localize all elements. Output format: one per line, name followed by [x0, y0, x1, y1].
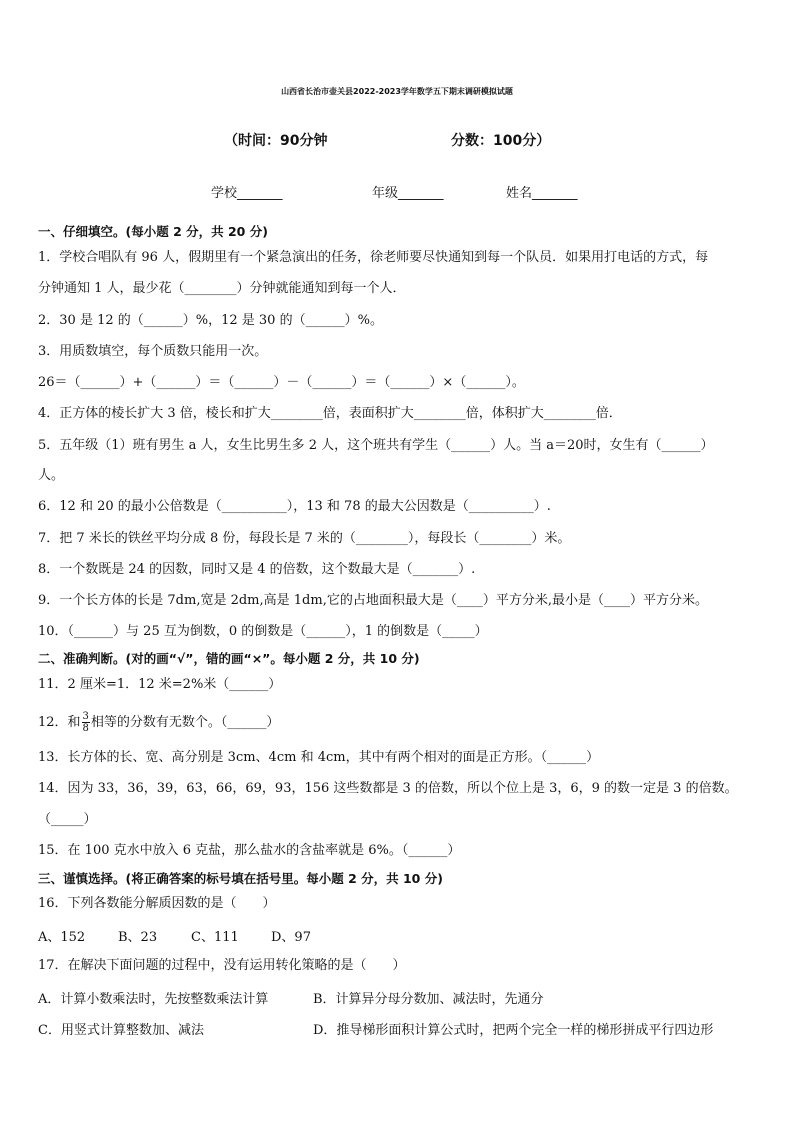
question-12-suffix: 相等的分数有无数个。（______）: [90, 715, 280, 730]
question-14-line-1: 14．因为 33，36，39，63，66，69，93，156 这些数都是 3 的倍数，所以个位上是 3，6，9 的数一定是 3 的倍数。: [38, 781, 738, 796]
question-3-equation: 26＝（______）+（______）＝（______）－（______）＝（______）×（______）。: [38, 375, 525, 390]
question-17: 17．在解决下面问题的过程中，没有运用转化策略的是（ ）: [38, 958, 406, 973]
question-12-prefix: 12．和: [38, 715, 81, 730]
question-17-option-c: C．用竖式计算整数加、减法: [38, 1023, 204, 1038]
school-field[interactable]: 学校_______: [211, 186, 283, 201]
name-field[interactable]: 姓名_______: [506, 186, 578, 201]
question-12: [38, 711, 758, 734]
question-16-option-b: B、23: [118, 930, 158, 945]
question-16-option-c: C、111: [191, 930, 239, 945]
question-1-line-1: 1．学校合唱队有 96 人，假期里有一个紧急演出的任务，徐老师要尽快通知到每一个队员．如果用打电话的方式，每: [38, 250, 709, 265]
question-16-option-d: D、97: [271, 930, 311, 945]
question-4: 4．正方体的棱长扩大 3 倍，棱长和扩大________倍，表面积扩大________倍，体积扩大________倍．: [38, 406, 622, 421]
question-6: 6．12 和 20 的最小公倍数是（__________），13 和 78 的最大公因数是（__________）.: [38, 499, 551, 514]
fraction-3-8: [82, 711, 90, 734]
question-17-option-d: D．推导梯形面积计算公式时，把两个完全一样的梯形拼成平行四边形: [313, 1023, 714, 1038]
question-9: 9．一个长方体的长是 7dm,宽是 2dm,高是 1dm,它的占地面积最大是（____）平方分米,最小是（____）平方分米。: [38, 593, 708, 608]
question-17-option-a: A．计算小数乘法时，先按整数乘法计算: [38, 992, 269, 1007]
question-8: 8．一个数既是 24 的因数，同时又是 4 的倍数，这个数最大是（_______）.: [38, 562, 476, 577]
section-2-heading: 二、准确判断。(对的画“√”，错的画“×”。每小题 2 分，共 10 分): [38, 651, 420, 666]
grade-field[interactable]: 年级_______: [372, 186, 444, 201]
question-1-line-2: 分钟通知 1 人，最少花（________）分钟就能通知到每一个人．: [38, 281, 406, 296]
question-16: 16．下列各数能分解质因数的是（ ）: [38, 896, 276, 911]
fraction-denominator: 8: [82, 723, 89, 734]
question-2: 2．30 是 12 的（______）%，12 是 30 的（______）%。: [38, 313, 383, 328]
section-1-heading: 一、仔细填空。(每小题 2 分，共 20 分): [38, 224, 268, 239]
question-5-line-2: 人。: [38, 468, 65, 483]
question-13: 13．长方体的长、宽、高分别是 3cm、4cm 和 4cm，其中有两个相对的面是正方形。（______）: [38, 750, 600, 765]
question-7: 7．把 7 米长的铁丝平均分成 8 份，每段长是 7 米的（________），每段长（________）米。: [38, 531, 571, 546]
question-17-option-b: B．计算异分母分数加、减法时，先通分: [313, 992, 544, 1007]
section-3-heading: 三、谨慎选择。(将正确答案的标号填在括号里。每小题 2 分，共 10 分): [38, 871, 443, 886]
question-10: 10．（______）与 25 互为倒数，0 的倒数是（______），1 的倒数是（_____）: [38, 624, 488, 639]
question-16-option-a: A、152: [38, 930, 86, 945]
exam-score: 分数：100分）: [451, 133, 551, 149]
question-11: 11．2 厘米=1．12 米=2%米（______）: [38, 677, 282, 692]
exam-time: （时间：90分钟: [224, 133, 328, 149]
fraction-numerator: 3: [82, 711, 89, 722]
exam-title: 山西省长治市壶关县2022-2023学年数学五下期末调研模拟试题: [281, 87, 513, 96]
question-15: 15．在 100 克水中放入 6 克盐，那么盐水的含盐率就是 6%。（______）: [38, 843, 461, 858]
question-3: 3．用质数填空，每个质数只能用一次。: [38, 344, 268, 359]
question-5-line-1: 5．五年级（1）班有男生 a 人，女生比男生多 2 人，这个班共有学生（______）人。当 a＝20时，女生有（______）: [38, 438, 714, 453]
question-14-line-2: （_____）: [38, 812, 97, 827]
